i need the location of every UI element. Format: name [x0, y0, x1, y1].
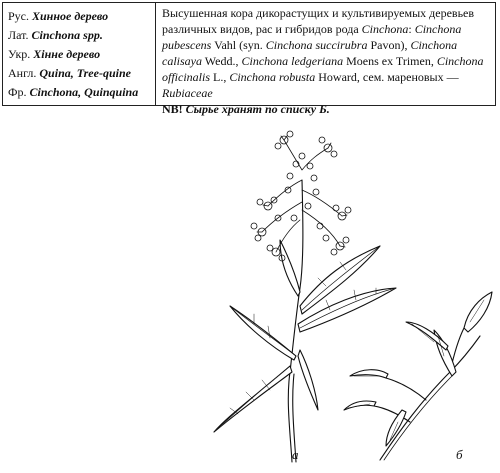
main-stem — [288, 180, 303, 462]
lang-label: Фр. — [8, 85, 27, 99]
description-text — [162, 5, 490, 101]
desc-text: Howard, сем. мареновых — — [315, 70, 459, 84]
desc-text: Vahl (syn. — [211, 38, 266, 52]
desc-text: L., — [210, 70, 230, 84]
name-row-ukr — [8, 45, 155, 64]
figure-label-b: б — [456, 447, 463, 462]
species-name: Cinchona succirubra — [265, 38, 368, 52]
species-name: Cinchona ledgeriana — [241, 54, 344, 68]
name-row-lat — [8, 26, 155, 45]
name-value: Хинное дерево — [32, 9, 109, 23]
family-name: Rubiaceae — [162, 86, 213, 100]
desc-text: Pavon), — [367, 38, 411, 52]
lang-label: Рус. — [8, 9, 29, 23]
name-value: Хінне дерево — [33, 47, 101, 61]
names-column — [3, 3, 156, 105]
note-text: Сырье хранят по списку Б. — [185, 102, 330, 116]
name-row-ru — [8, 7, 155, 26]
name-value: Cinchona, Quinquina — [29, 85, 139, 99]
lang-label: Укр. — [8, 47, 31, 61]
genus-name: Cinchona — [361, 22, 409, 36]
description-column — [156, 3, 495, 116]
species-name: Cinchona officinalis — [162, 54, 484, 84]
name-value: Quina, Tree-quine — [39, 66, 131, 80]
info-table — [2, 2, 496, 116]
lang-label: Лат. — [8, 28, 29, 42]
desc-text: : — [408, 22, 415, 36]
cinchona-illustration — [150, 110, 496, 470]
name-row-eng — [8, 64, 155, 83]
lang-label: Англ. — [8, 66, 37, 80]
figure-label-a: а — [292, 447, 299, 462]
fruit-branch — [344, 292, 492, 460]
name-value: Cinchona spp. — [31, 28, 103, 42]
species-name: Cinchona calisaya — [162, 38, 458, 68]
leaf-veins — [230, 262, 376, 414]
flower-cluster — [251, 131, 351, 261]
note-label: NB! — [162, 102, 183, 116]
desc-text: Высушенная кора дикорастущих и культивируемых деревьев различных видов, рас и гибридов рода — [162, 6, 475, 36]
name-row-fr — [8, 83, 155, 102]
desc-text: Wedd., — [202, 54, 242, 68]
species-name: Cinchona pubescens — [162, 22, 462, 52]
fruit-capsule — [344, 292, 492, 446]
species-name: Cinchona robusta — [229, 70, 316, 84]
desc-text: Moens ex Trimen, — [343, 54, 437, 68]
